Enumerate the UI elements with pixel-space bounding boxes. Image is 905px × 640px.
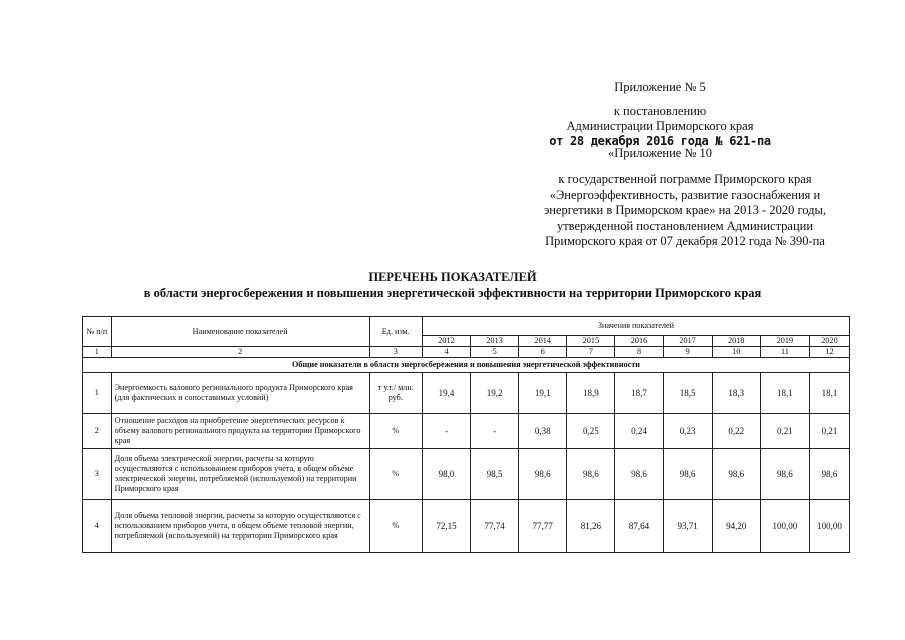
- indicator-value: 81,26: [567, 500, 615, 553]
- indicator-value: 98,6: [712, 449, 760, 500]
- indicator-value: 0,25: [567, 414, 615, 449]
- previous-appendix: «Приложение № 10: [607, 146, 713, 160]
- indicator-value: 0,21: [760, 414, 809, 449]
- indicator-value: 18,9: [567, 373, 615, 414]
- indicators-table: [82, 316, 850, 553]
- column-number: 11: [760, 347, 809, 358]
- indicator-value: 100,00: [809, 500, 849, 553]
- administration-label: Администрации Приморского края: [566, 119, 754, 133]
- header-values: Значения показателей: [422, 317, 849, 336]
- to-decree-label: к постановлению: [613, 104, 707, 118]
- indicator-value: 0,23: [663, 414, 712, 449]
- date-stamp: от 28 декабря 2016 года № 621-па: [549, 134, 771, 148]
- indicator-value: 98,6: [809, 449, 849, 500]
- indicator-unit: %: [369, 500, 422, 553]
- year-header: 2016: [615, 336, 663, 347]
- indicator-value: 87,64: [615, 500, 663, 553]
- indicator-value: 72,15: [422, 500, 470, 553]
- document-title: [0, 269, 905, 301]
- header-name: Наименование показателей: [111, 317, 369, 347]
- decree-header: [500, 80, 820, 161]
- indicator-value: 94,20: [712, 500, 760, 553]
- annex-line: Приморского края от 07 декабря 2012 года № 390-па: [545, 234, 825, 248]
- indicator-value: 98,6: [663, 449, 712, 500]
- row-number: 4: [83, 500, 112, 553]
- table-row: [83, 414, 850, 449]
- indicator-name: Доля объема электрической энергии, расчеты за которую осуществляются с использованием приборов учета, в общем объеме электрической энергии, потребляемой (используемой) на территории Приморского края: [111, 449, 369, 500]
- title-sub: в области энергосбережения и повышения энергетической эффективности на территории Приморского края: [143, 286, 762, 300]
- indicator-value: 98,6: [615, 449, 663, 500]
- indicator-value: 19,2: [471, 373, 519, 414]
- year-header: 2020: [809, 336, 849, 347]
- section-title: Общие показатели в области энергосбережения и повышения энергетической эффективности: [83, 358, 850, 373]
- header-num: № п/п: [83, 317, 112, 347]
- indicator-value: 77,74: [471, 500, 519, 553]
- appendix-number: Приложение № 5: [614, 80, 706, 94]
- table-row: [83, 449, 850, 500]
- annex-line: энергетики в Приморском крае» на 2013 - 2020 годы,: [543, 203, 827, 217]
- year-header: 2017: [663, 336, 712, 347]
- indicator-name: Энергоемкость валового регионального продукта Приморского края (для фактических и сопоставимых условий): [111, 373, 369, 414]
- indicator-value: 18,3: [712, 373, 760, 414]
- column-number: 6: [519, 347, 567, 358]
- indicator-value: 19,4: [422, 373, 470, 414]
- column-number: 1: [83, 347, 112, 358]
- indicator-unit: т у.т./ млн. руб.: [369, 373, 422, 414]
- indicator-value: 98,6: [567, 449, 615, 500]
- indicator-value: -: [422, 414, 470, 449]
- indicator-value: 0,21: [809, 414, 849, 449]
- column-number: 2: [111, 347, 369, 358]
- indicator-value: 77,77: [519, 500, 567, 553]
- indicator-value: 18,7: [615, 373, 663, 414]
- column-number: 5: [471, 347, 519, 358]
- title-main: ПЕРЕЧЕНЬ ПОКАЗАТЕЛЕЙ: [368, 270, 537, 284]
- indicator-value: 98,0: [422, 449, 470, 500]
- indicator-name: Отношение расходов на приобретение энергетических ресурсов к объему валового регионального продукта на территории Приморского края: [111, 414, 369, 449]
- year-header: 2014: [519, 336, 567, 347]
- program-annex: [505, 172, 865, 250]
- column-number: 9: [663, 347, 712, 358]
- year-header: 2012: [422, 336, 470, 347]
- indicator-value: 0,38: [519, 414, 567, 449]
- row-number: 2: [83, 414, 112, 449]
- indicator-value: 18,5: [663, 373, 712, 414]
- indicator-name: Доля объема тепловой энергии, расчеты за которую осуществляются с использованием приборов учета, в общем объеме тепловой энергии, потребляемой (используемой) на территории Приморского края: [111, 500, 369, 553]
- annex-line: «Энергоэффективность, развитие газоснабжения и: [549, 187, 821, 202]
- row-number: 3: [83, 449, 112, 500]
- indicator-value: 98,5: [471, 449, 519, 500]
- annex-line: к государственной пограмме Приморского края: [558, 172, 812, 186]
- indicator-unit: %: [369, 449, 422, 500]
- column-number: 3: [369, 347, 422, 358]
- year-header: 2013: [471, 336, 519, 347]
- header-unit: Ед. изм.: [369, 317, 422, 347]
- annex-line: утвержденной постановлением Администрации: [556, 218, 814, 233]
- indicator-value: -: [471, 414, 519, 449]
- indicator-value: 98,6: [760, 449, 809, 500]
- indicator-value: 0,24: [615, 414, 663, 449]
- indicator-value: 0,22: [712, 414, 760, 449]
- indicator-value: 18,1: [760, 373, 809, 414]
- indicator-value: 93,71: [663, 500, 712, 553]
- indicator-value: 98,6: [519, 449, 567, 500]
- year-header: 2015: [567, 336, 615, 347]
- indicator-value: 19,1: [519, 373, 567, 414]
- year-header: 2019: [760, 336, 809, 347]
- column-number: 4: [422, 347, 470, 358]
- table-row: [83, 373, 850, 414]
- column-number: 8: [615, 347, 663, 358]
- table-row: [83, 500, 850, 553]
- year-header: 2018: [712, 336, 760, 347]
- column-number: 12: [809, 347, 849, 358]
- indicator-value: 18,1: [809, 373, 849, 414]
- column-number: 7: [567, 347, 615, 358]
- indicator-unit: %: [369, 414, 422, 449]
- row-number: 1: [83, 373, 112, 414]
- column-number: 10: [712, 347, 760, 358]
- indicator-value: 100,00: [760, 500, 809, 553]
